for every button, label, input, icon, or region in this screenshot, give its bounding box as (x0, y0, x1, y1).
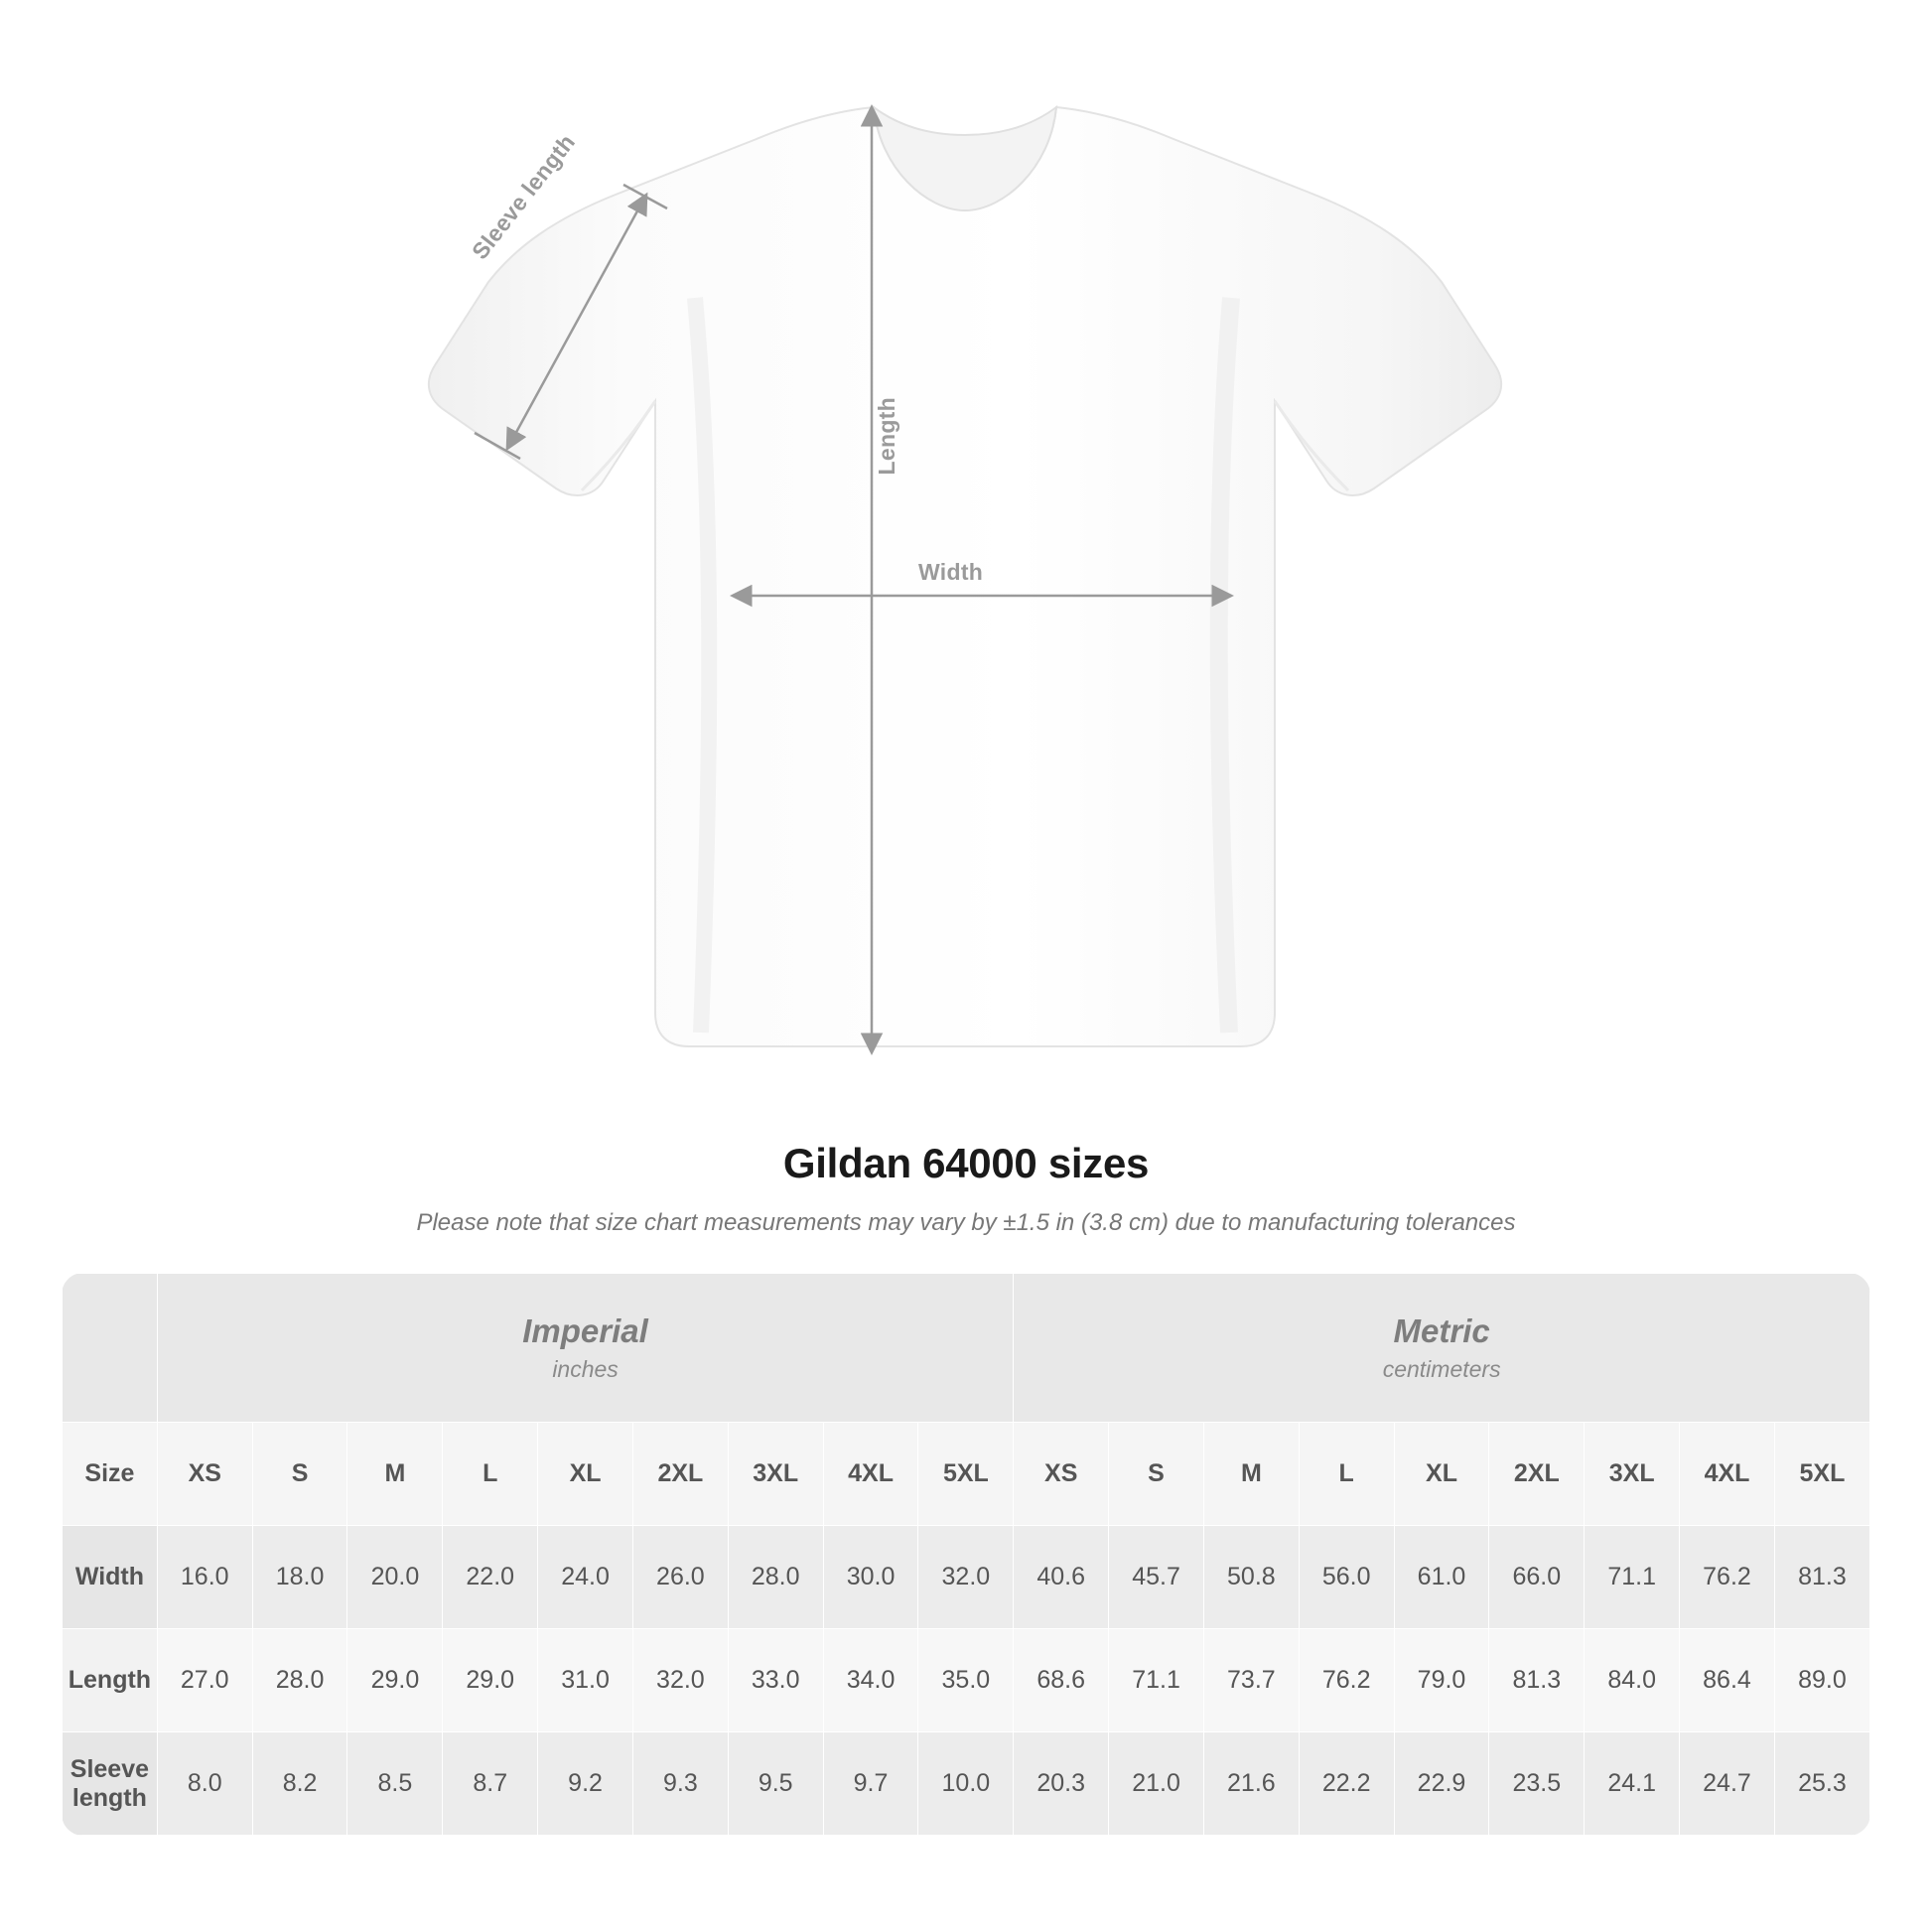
measurement-cell: 22.2 (1299, 1732, 1394, 1836)
size-header-cell: XS (1014, 1423, 1109, 1526)
measurement-cell: 20.3 (1014, 1732, 1109, 1836)
size-header-cell: 2XL (1489, 1423, 1585, 1526)
table-row (63, 1629, 1870, 1732)
measurement-cell: 29.0 (347, 1629, 443, 1732)
size-header-cell: S (1109, 1423, 1204, 1526)
measurement-cell: 9.5 (728, 1732, 823, 1836)
size-header-cell: M (347, 1423, 443, 1526)
measurement-cell: 81.3 (1489, 1629, 1585, 1732)
measurement-cell: 28.0 (252, 1629, 347, 1732)
measurement-cell: 84.0 (1585, 1629, 1680, 1732)
measurement-cell: 32.0 (632, 1629, 728, 1732)
measurement-cell: 8.2 (252, 1732, 347, 1836)
unit-imperial-sub: inches (552, 1355, 619, 1382)
measurement-cell: 8.5 (347, 1732, 443, 1836)
size-table-wrapper (62, 1273, 1870, 1836)
label-sleeve-length: Sleeve length (467, 129, 581, 265)
row-label: Width (63, 1526, 158, 1629)
measurement-cell: 29.0 (443, 1629, 538, 1732)
size-header-cell: S (252, 1423, 347, 1526)
size-header-cell: XS (157, 1423, 252, 1526)
unit-metric-name: Metric (1393, 1312, 1490, 1350)
measurement-cell: 81.3 (1774, 1526, 1869, 1629)
size-header-row (63, 1423, 1870, 1526)
measurement-cell: 26.0 (632, 1526, 728, 1629)
unit-imperial-name: Imperial (522, 1312, 648, 1350)
measurement-cell: 25.3 (1774, 1732, 1869, 1836)
table-row (63, 1526, 1870, 1629)
size-header-cell: 2XL (632, 1423, 728, 1526)
measurement-cell: 8.0 (157, 1732, 252, 1836)
measurement-cell: 8.7 (443, 1732, 538, 1836)
row-label: Length (63, 1629, 158, 1732)
unit-row-spacer (63, 1274, 158, 1423)
measurement-cell: 24.0 (538, 1526, 633, 1629)
measurement-cell: 30.0 (823, 1526, 918, 1629)
measurement-cell: 27.0 (157, 1629, 252, 1732)
size-header-cell: 4XL (823, 1423, 918, 1526)
measurement-cell: 9.2 (538, 1732, 633, 1836)
size-header-cell: L (1299, 1423, 1394, 1526)
label-width: Width (918, 559, 984, 585)
measurement-cell: 20.0 (347, 1526, 443, 1629)
measurement-cell: 9.3 (632, 1732, 728, 1836)
measurement-cell: 45.7 (1109, 1526, 1204, 1629)
measurement-cell: 32.0 (918, 1526, 1014, 1629)
measurement-cell: 76.2 (1680, 1526, 1775, 1629)
measurement-cell: 21.6 (1203, 1732, 1299, 1836)
row-label: Sleeve length (63, 1732, 158, 1836)
measurement-cell: 24.7 (1680, 1732, 1775, 1836)
unit-metric-sub: centimeters (1382, 1355, 1501, 1382)
measurement-cell: 24.1 (1585, 1732, 1680, 1836)
size-header-cell: 5XL (1774, 1423, 1869, 1526)
measurement-cell: 89.0 (1774, 1629, 1869, 1732)
size-header-label: Size (63, 1423, 158, 1526)
measurement-cell: 68.6 (1014, 1629, 1109, 1732)
measurement-cell: 31.0 (538, 1629, 633, 1732)
measurement-cell: 9.7 (823, 1732, 918, 1836)
table-row (63, 1732, 1870, 1836)
size-table (62, 1273, 1870, 1836)
measurement-cell: 40.6 (1014, 1526, 1109, 1629)
size-header-cell: XL (1394, 1423, 1489, 1526)
measurement-cell: 33.0 (728, 1629, 823, 1732)
size-header-cell: 3XL (1585, 1423, 1680, 1526)
measurement-cell: 23.5 (1489, 1732, 1585, 1836)
measurement-cell: 56.0 (1299, 1526, 1394, 1629)
size-header-cell: M (1203, 1423, 1299, 1526)
measurement-cell: 61.0 (1394, 1526, 1489, 1629)
measurement-cell: 71.1 (1585, 1526, 1680, 1629)
measurement-cell: 21.0 (1109, 1732, 1204, 1836)
unit-header-row (63, 1274, 1870, 1423)
measurement-cell: 28.0 (728, 1526, 823, 1629)
measurement-cell: 50.8 (1203, 1526, 1299, 1629)
measurement-cell: 22.9 (1394, 1732, 1489, 1836)
measurement-cell: 86.4 (1680, 1629, 1775, 1732)
measurement-cell: 66.0 (1489, 1526, 1585, 1629)
unit-metric (1014, 1274, 1870, 1423)
measurement-cell: 10.0 (918, 1732, 1014, 1836)
measurement-cell: 22.0 (443, 1526, 538, 1629)
measurement-cell: 71.1 (1109, 1629, 1204, 1732)
measurement-cell: 79.0 (1394, 1629, 1489, 1732)
unit-imperial (157, 1274, 1013, 1423)
measurement-cell: 35.0 (918, 1629, 1014, 1732)
size-header-cell: XL (538, 1423, 633, 1526)
size-header-cell: 3XL (728, 1423, 823, 1526)
measurement-cell: 18.0 (252, 1526, 347, 1629)
measurement-cell: 16.0 (157, 1526, 252, 1629)
label-length: Length (874, 397, 899, 476)
tolerance-note: Please note that size chart measurements may vary by ±1.5 in (3.8 cm) due to manufacturing tolerances (416, 1209, 1516, 1236)
measurement-cell: 73.7 (1203, 1629, 1299, 1732)
page-title: Gildan 64000 sizes (782, 1140, 1150, 1186)
measurement-cell: 34.0 (823, 1629, 918, 1732)
size-header-cell: 5XL (918, 1423, 1014, 1526)
size-header-cell: 4XL (1680, 1423, 1775, 1526)
size-header-cell: L (443, 1423, 538, 1526)
measurement-cell: 76.2 (1299, 1629, 1394, 1732)
title-block (0, 1140, 1932, 1237)
